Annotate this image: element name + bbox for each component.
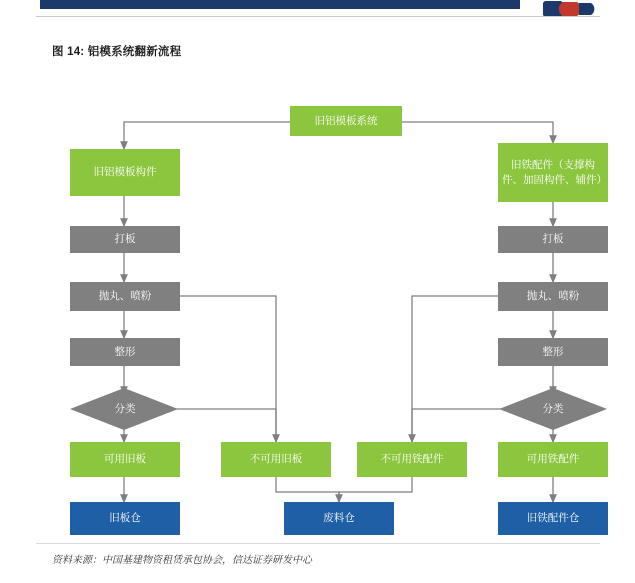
node-label: 可用铁配件	[526, 453, 580, 466]
node-al-bad[interactable]	[221, 442, 331, 477]
node-label: 旧铁配件（支撑构件、加固构件、辅件）	[502, 159, 607, 186]
footnote-divider	[36, 543, 600, 544]
node-fe-dismantle[interactable]	[498, 226, 608, 253]
node-fe-blast[interactable]	[498, 282, 608, 311]
node-store-al[interactable]	[70, 502, 180, 535]
node-store-waste[interactable]	[284, 502, 394, 535]
node-label: 不可用铁配件	[380, 453, 444, 466]
node-al-ok[interactable]	[70, 442, 180, 477]
node-label: 打板	[542, 233, 564, 246]
node-label: 旧板仓	[109, 512, 141, 525]
node-label: 分类	[114, 402, 136, 415]
node-label: 抛丸、喷粉	[526, 290, 580, 303]
node-fe-parts[interactable]	[498, 143, 608, 202]
node-label: 旧铝模板构件	[93, 166, 157, 179]
node-label: 分类	[542, 402, 564, 415]
source-note: 资料来源：中国基建物资租赁承包协会，信达证券研发中心	[52, 555, 312, 566]
node-store-fe[interactable]	[498, 502, 608, 535]
node-al-shape[interactable]	[70, 338, 180, 366]
node-al-dismantle[interactable]	[70, 226, 180, 253]
node-root[interactable]	[290, 106, 402, 136]
node-fe-ok[interactable]	[498, 442, 608, 477]
node-label: 不可用旧板	[249, 453, 303, 466]
node-label: 抛丸、喷粉	[98, 290, 152, 303]
node-label: 整形	[542, 345, 564, 358]
node-label: 整形	[114, 345, 136, 358]
node-label: 废料仓	[323, 512, 355, 525]
node-fe-bad[interactable]	[357, 442, 467, 477]
node-fe-shape[interactable]	[498, 338, 608, 366]
node-label: 可用旧板	[104, 453, 146, 466]
node-label: 打板	[114, 233, 136, 246]
node-label: 旧铁配件仓	[526, 512, 580, 525]
node-al-parts[interactable]	[70, 149, 180, 196]
node-al-sort[interactable]	[70, 398, 180, 420]
node-label: 旧铝模板系统	[314, 114, 378, 127]
node-al-blast[interactable]	[70, 282, 180, 311]
figure-title: 图 14: 铝模系统翻新流程	[52, 46, 182, 58]
node-fe-sort[interactable]	[498, 398, 608, 420]
